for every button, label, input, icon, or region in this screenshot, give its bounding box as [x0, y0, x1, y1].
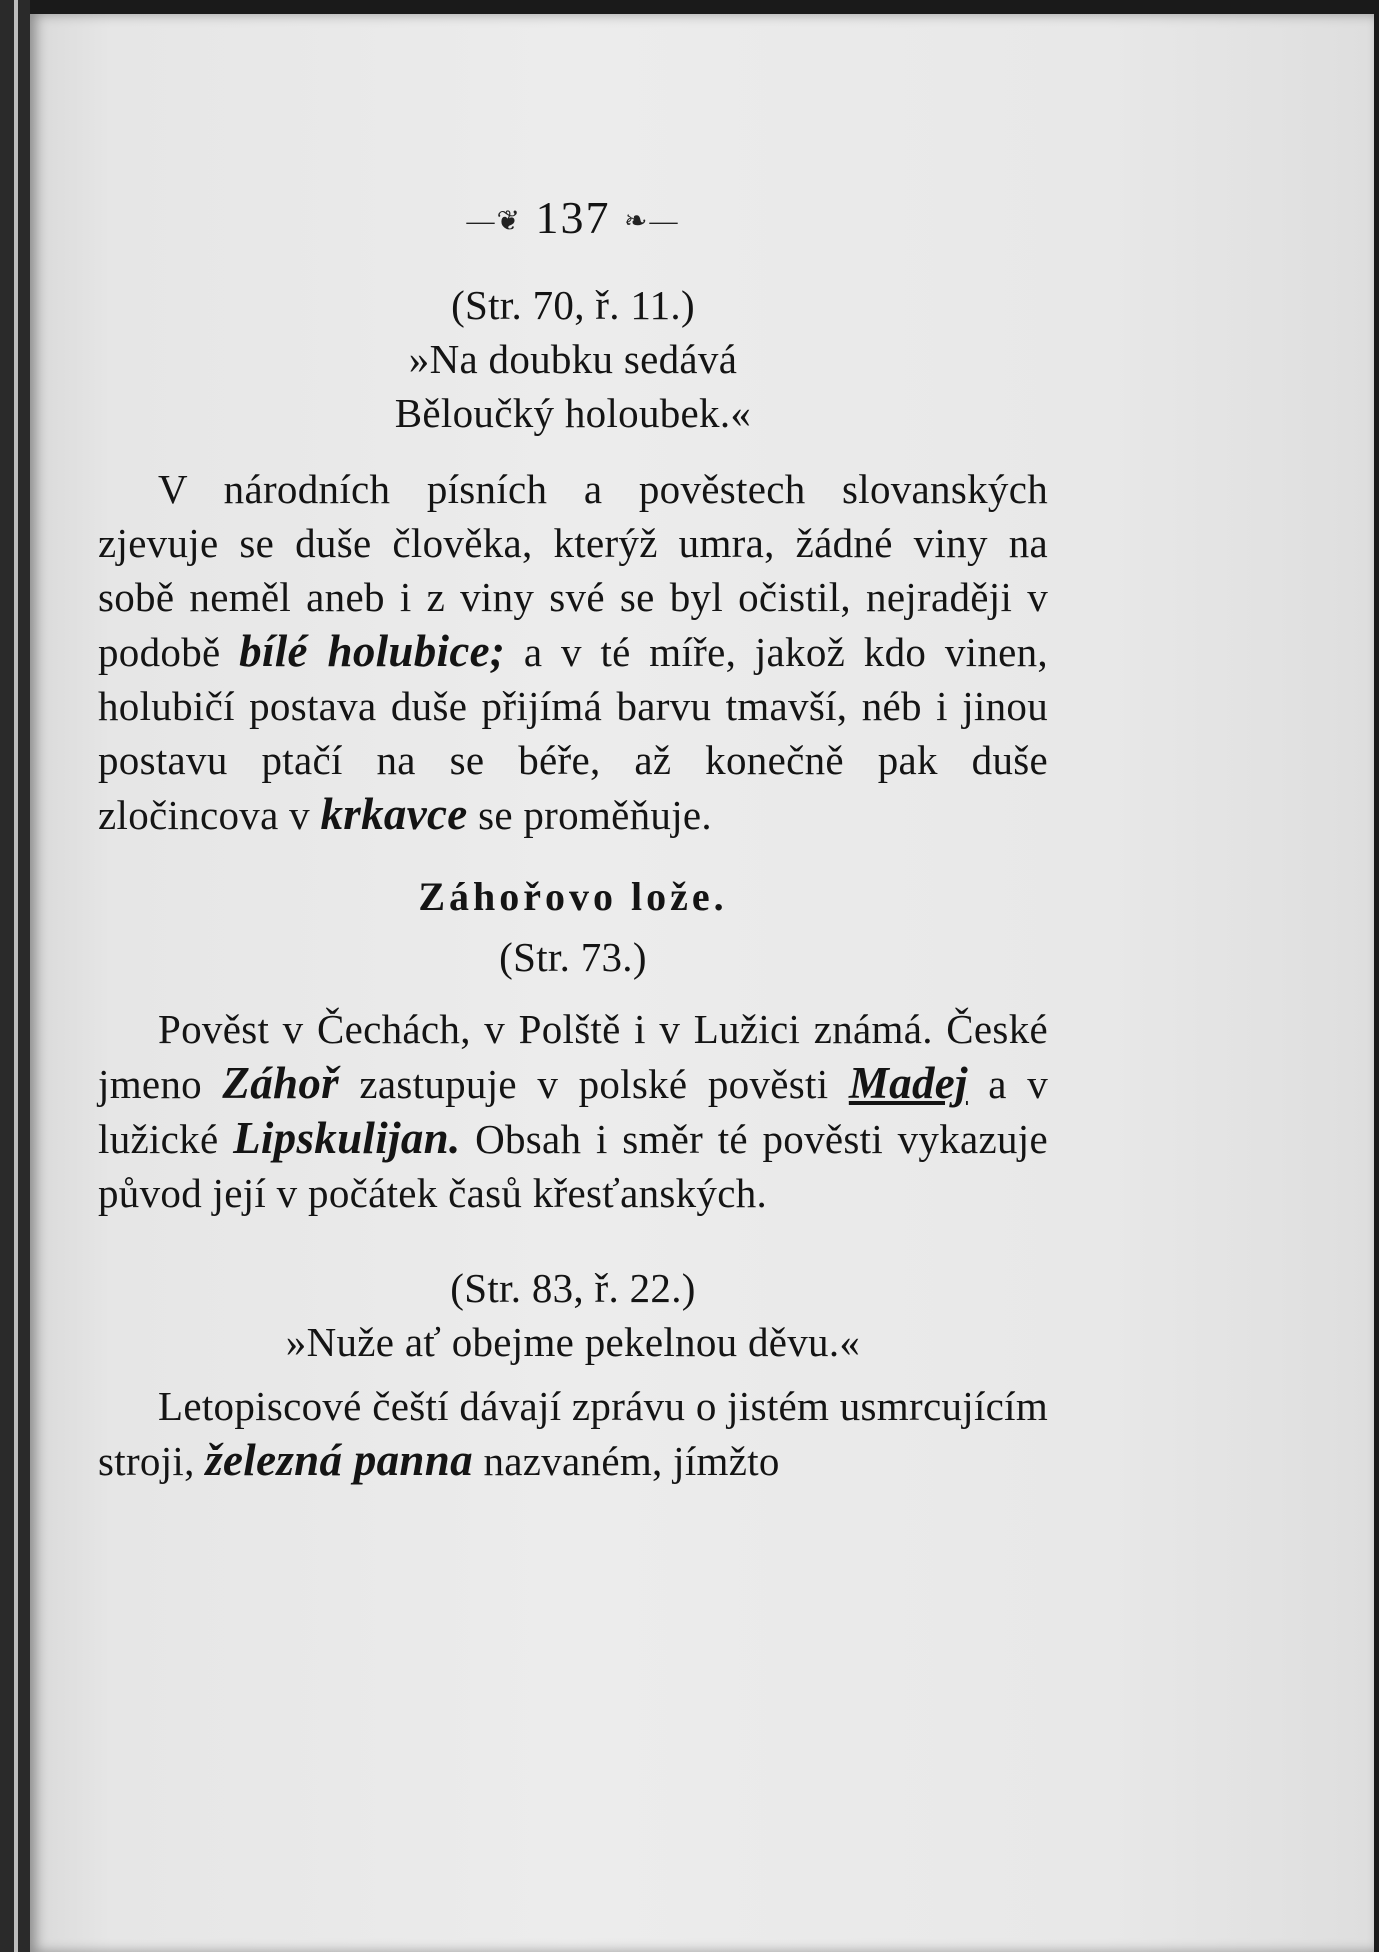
- ornament-right-icon: ❧—: [624, 206, 680, 238]
- text-run: V národních písních a pověstech slovanských zjevuje se duše člověka, kterýž umra, žádné viny na sobě neměl aneb i z viny své se byl očistil, nejraději v podobě: [98, 466, 1048, 676]
- text-run: a v té míře, jakož kdo vinen, holubičí postava duše přijímá barvu tmavší, néb i jinou postavu ptačí na se béře, až konečně pak duše zločincova v: [98, 629, 1048, 839]
- emphasis-text: Madej: [848, 1058, 968, 1109]
- page-header: [98, 190, 1048, 250]
- text-run: zastupuje v polské pověsti: [338, 1061, 849, 1108]
- text-run: Obsah i směr té pověsti vykazuje původ její v počátek časů křesťanských.: [98, 1116, 1049, 1217]
- ornament-left-icon: —❦: [466, 206, 522, 238]
- section-3: [98, 1261, 1048, 1488]
- section-3-quote: »Nuže ať obejme pekelnou děvu.«: [285, 1319, 861, 1366]
- section-2-reference: (Str. 73.): [499, 934, 647, 981]
- book-gutter: [0, 0, 30, 1952]
- emphasis-text: bílé holubice;: [239, 626, 506, 677]
- emphasis-text: Lipskulijan.: [233, 1113, 461, 1164]
- section-1-quote-line-2: Běloučký holoubek.«: [394, 390, 752, 437]
- section-3-paragraph: [98, 1379, 1048, 1488]
- page-content: [98, 190, 1048, 1529]
- text-run: Letopiscové čeští dávají zprávu o jistém usmrcujícím stroji,: [98, 1383, 1049, 1485]
- text-run: se proměňuje.: [467, 792, 712, 839]
- section-2: [98, 870, 1048, 1220]
- emphasis-text: železná panna: [205, 1435, 473, 1486]
- section-2-title: Záhořovo lože.: [418, 874, 728, 920]
- section-2-paragraph: [98, 1002, 1048, 1220]
- section-1-paragraph: [98, 462, 1048, 842]
- text-run: Pověst v Čechách, v Polště i v Lužici známá. České jmeno: [98, 1006, 1048, 1108]
- section-1-reference: (Str. 70, ř. 11.): [451, 282, 695, 329]
- emphasis-text: krkavce: [320, 789, 468, 840]
- section-1: [98, 278, 1048, 842]
- text-run: nazvaném, jímžto: [472, 1438, 780, 1485]
- emphasis-text: Záhoř: [222, 1058, 339, 1109]
- page-number: 137: [535, 192, 611, 243]
- section-1-quote-line-1: »Na doubku sedává: [408, 336, 738, 383]
- section-3-reference: (Str. 83, ř. 22.): [450, 1265, 696, 1312]
- text-run: a v lužické: [98, 1061, 1048, 1163]
